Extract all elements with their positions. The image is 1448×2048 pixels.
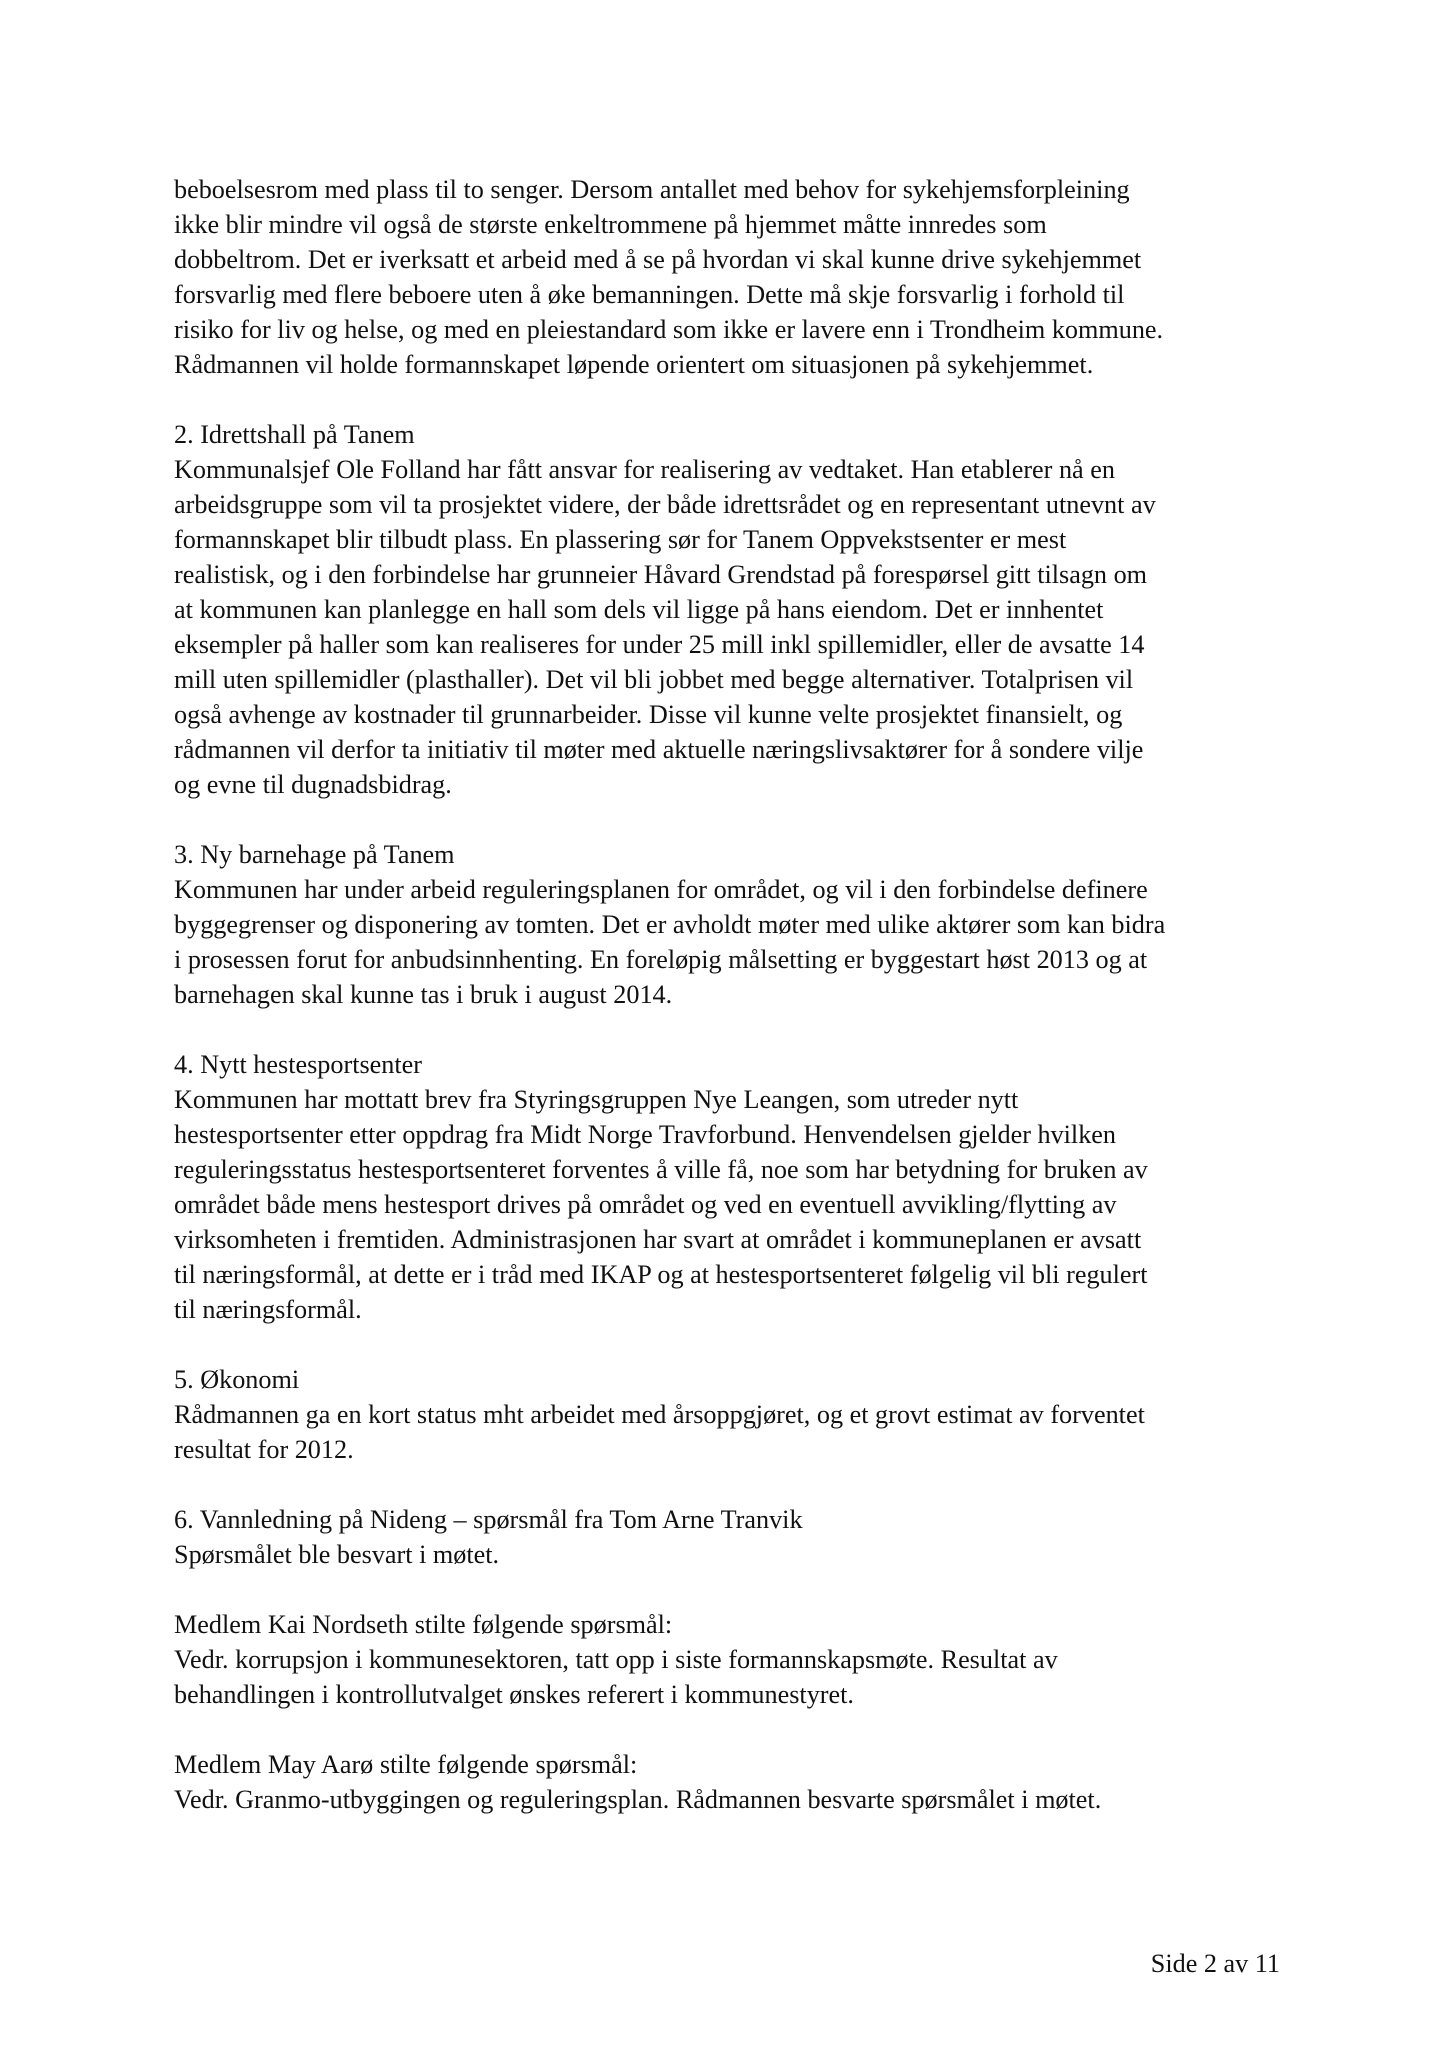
text-line: hestesportsenter etter oppdrag fra Midt Norge Travforbund. Henvendelsen gjelder hvilken bbox=[174, 1120, 1117, 1149]
text-line: Vedr. Granmo-utbyggingen og reguleringsplan. Rådmannen besvarte spørsmålet i møtet. bbox=[174, 1785, 1102, 1814]
text-line: mill uten spillemidler (plasthaller). Det vil bli jobbet med begge alternativer. Totalprisen vil bbox=[174, 665, 1134, 694]
text-line: i prosessen forut for anbudsinnhenting. En foreløpig målsetting er byggestart høst 2013 og at bbox=[174, 945, 1148, 974]
question-may-aaro bbox=[174, 1747, 1284, 1817]
question-kai-nordseth bbox=[174, 1607, 1284, 1712]
section-barnehage bbox=[174, 837, 1284, 1012]
section-heading: 4. Nytt hestesportsenter bbox=[174, 1050, 423, 1079]
text-line: Rådmannen ga en kort status mht arbeidet med årsoppgjøret, og et grovt estimat av forventet bbox=[174, 1400, 1145, 1429]
section-heading: Medlem Kai Nordseth stilte følgende spørsmål: bbox=[174, 1610, 673, 1639]
text-line: barnehagen skal kunne tas i bruk i august 2014. bbox=[174, 980, 673, 1009]
text-line: ikke blir mindre vil også de største enkeltrommene på hjemmet måtte innredes som bbox=[174, 210, 1047, 239]
section-hestesportsenter bbox=[174, 1047, 1284, 1327]
text-line: forsvarlig med flere beboere uten å øke bemanningen. Dette må skje forsvarlig i forhold til bbox=[174, 280, 1125, 309]
text-line: også avhenge av kostnader til grunnarbeider. Disse vil kunne velte prosjektet finansielt, og bbox=[174, 700, 1123, 729]
page-number: Side 2 av 11 bbox=[1150, 1949, 1280, 1978]
text-line: eksempler på haller som kan realiseres for under 25 mill inkl spillemidler, eller de avsatte 14 bbox=[174, 630, 1145, 659]
text-line: byggegrenser og disponering av tomten. Det er avholdt møter med ulike aktører som kan bidra bbox=[174, 910, 1166, 939]
text-line: beboelsesrom med plass til to senger. Dersom antallet med behov for sykehjemsforpleining bbox=[174, 175, 1130, 204]
document-page bbox=[174, 172, 1284, 1817]
text-line: formannskapet blir tilbudt plass. En plassering sør for Tanem Oppvekstsenter er mest bbox=[174, 525, 1067, 554]
section-idrettshall bbox=[174, 417, 1284, 802]
text-line: til næringsformål, at dette er i tråd med IKAP og at hestesportsenteret følgelig vil bli regulert bbox=[174, 1260, 1148, 1289]
text-line: området både mens hestesport drives på området og ved en eventuell avvikling/flytting av bbox=[174, 1190, 1117, 1219]
text-line: realistisk, og i den forbindelse har grunneier Håvard Grendstad på forespørsel gitt tilsagn om bbox=[174, 560, 1148, 589]
section-okonomi bbox=[174, 1362, 1284, 1467]
text-line: virksomheten i fremtiden. Administrasjonen har svart at området i kommuneplanen er avsatt bbox=[174, 1225, 1142, 1254]
text-line: risiko for liv og helse, og med en pleiestandard som ikke er lavere enn i Trondheim kommune. bbox=[174, 315, 1164, 344]
text-line: arbeidsgruppe som vil ta prosjektet videre, der både idrettsrådet og en representant utnevnt av bbox=[174, 490, 1156, 519]
text-line: at kommunen kan planlegge en hall som dels vil ligge på hans eiendom. Det er innhentet bbox=[174, 595, 1104, 624]
text-line: dobbeltrom. Det er iverksatt et arbeid med å se på hvordan vi skal kunne drive sykehjemmet bbox=[174, 245, 1142, 274]
text-line: Kommunen har under arbeid reguleringsplanen for området, og vil i den forbindelse definere bbox=[174, 875, 1148, 904]
text-line: resultat for 2012. bbox=[174, 1435, 354, 1464]
text-line: Vedr. korrupsjon i kommunesektoren, tatt opp i siste formannskapsmøte. Resultat av bbox=[174, 1645, 1058, 1674]
text-line: Rådmannen vil holde formannskapet løpende orientert om situasjonen på sykehjemmet. bbox=[174, 350, 1094, 379]
section-heading: 6. Vannledning på Nideng – spørsmål fra Tom Arne Tranvik bbox=[174, 1505, 803, 1534]
text-line: reguleringsstatus hestesportsenteret forventes å ville få, noe som har betydning for bruken av bbox=[174, 1155, 1148, 1184]
text-line: rådmannen vil derfor ta initiativ til møter med aktuelle næringslivsaktører for å sondere vilje bbox=[174, 735, 1144, 764]
intro-paragraph bbox=[174, 172, 1284, 382]
section-heading: 2. Idrettshall på Tanem bbox=[174, 420, 415, 449]
text-line: Kommunen har mottatt brev fra Styringsgruppen Nye Leangen, som utreder nytt bbox=[174, 1085, 1019, 1114]
section-vannledning bbox=[174, 1502, 1284, 1572]
text-line: og evne til dugnadsbidrag. bbox=[174, 770, 452, 799]
text-line: til næringsformål. bbox=[174, 1295, 362, 1324]
section-heading: Medlem May Aarø stilte følgende spørsmål: bbox=[174, 1750, 638, 1779]
text-line: behandlingen i kontrollutvalget ønskes referert i kommunestyret. bbox=[174, 1680, 854, 1709]
section-heading: 5. Økonomi bbox=[174, 1365, 300, 1394]
section-heading: 3. Ny barnehage på Tanem bbox=[174, 840, 455, 869]
text-line: Kommunalsjef Ole Folland har fått ansvar for realisering av vedtaket. Han etablerer nå en bbox=[174, 455, 1115, 484]
text-line: Spørsmålet ble besvart i møtet. bbox=[174, 1540, 500, 1569]
